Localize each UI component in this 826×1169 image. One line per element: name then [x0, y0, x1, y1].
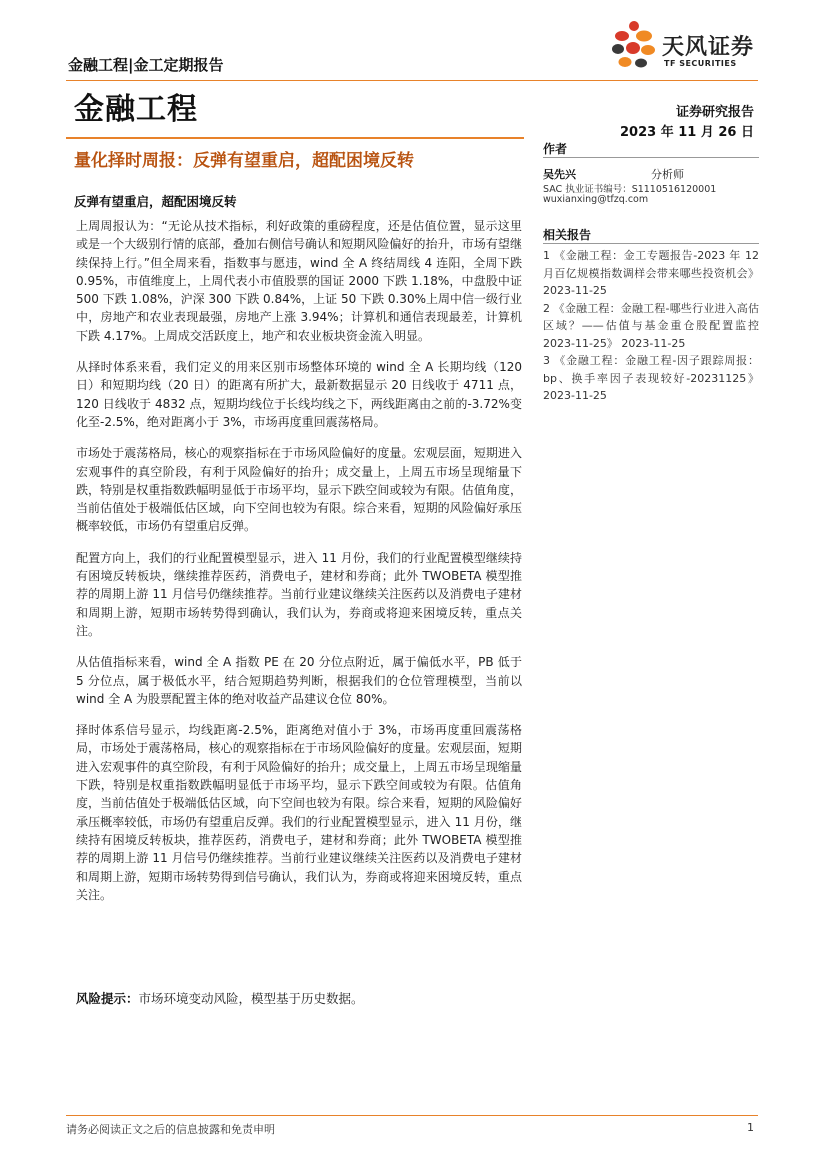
section-title: 金融工程: [74, 92, 198, 127]
paragraph: 择时体系信号显示，均线距离-2.5%，距离绝对值小于 3%，市场再度重回震荡格局，市场处于震荡格局，核心的观察指标在于市场风险偏好的度量。宏观层面，短期进入宏观事件的真空阶段，有利于风险偏好的抬升；成交量上，上周五市场呈现缩量下跌，特别是权重指数跌幅明显低于市场平均，显示下跌空间或较为有限。估值角度，当前估值处于极端低估区域，向下空间也较为有限。综合来看，短期的风险偏好承压概率较低，市场仍有望重启反弹。我们的行业配置模型显示，进入 11 月份，继续持有困境反转板块，推荐医药，消费电子，建材和券商；此外 TWOBETA 模型推荐的周期上游 11 月信号仍继续推荐。当前行业建议继续关注医药以及消费电子建材和周期上游，短期市场转势得到信号确认，我们认为，券商或将迎来困境反转，重点关注。: [76, 723, 522, 902]
related-divider: [543, 243, 759, 244]
related-report[interactable]: 2 《金融工程：金融工程-哪些行业进入高估区域？——估值与基金重仓股配置监控 2023-11-25》 2023-11-25: [543, 301, 759, 350]
summary-heading: 反弹有望重启，超配困境反转: [74, 194, 237, 209]
title-divider: [66, 137, 524, 139]
author-heading: 作者: [543, 142, 568, 156]
footer-disclaimer: 请务必阅读正文之后的信息披露和免责申明: [66, 1123, 275, 1136]
report-category: 金融工程|金工定期报告: [68, 56, 224, 74]
page-number: 1: [747, 1121, 754, 1134]
main-body: [76, 217, 526, 917]
logo-mark-icon: [608, 18, 660, 74]
related-heading: 相关报告: [543, 228, 592, 242]
paragraph: 从择时体系来看，我们定义的用来区别市场整体环境的 wind 全 A 长期均线（120 日）和短期均线（20 日）的距离有所扩大，最新数据显示 20 日线收于 4711 点，120 日线收于 4832 点，短期均线位于长线均线之下，两线距离由之前的-3.72%变化至-2.5%，绝对距离小于 3%，市场再度重回震荡格局。: [76, 360, 526, 429]
author-row: [543, 166, 684, 182]
risk-label: 风险提示：: [76, 991, 139, 1006]
author-divider: [543, 157, 759, 158]
author-email[interactable]: wuxianxing@tfzq.com: [543, 194, 649, 205]
related-report[interactable]: 1 《金融工程：金工专题报告-2023 年 12 月百亿规模指数调样会带来哪些投资机会》 2023-11-25: [543, 249, 759, 297]
risk-warning: [76, 989, 522, 1007]
footer-divider: [66, 1115, 758, 1116]
paragraph: 配置方向上，我们的行业配置模型显示，进入 11 月份，我们的行业配置模型继续持有困境反转板块，继续推荐医药，消费电子，建材和券商；此外 TWOBETA 模型推荐的周期上游 11 月信号仍继续推荐。当前行业建议继续关注医药以及消费电子建材和周期上游，短期市场转势得到确认，我们认为，券商或将迎来困境反转，重点关注。: [76, 550, 522, 638]
document-title: 量化择时周报：反弹有望重启，超配困境反转: [74, 151, 414, 171]
paragraph: 从估值指标来看，wind 全 A 指数 PE 在 20 分位点附近，属于偏低水平，PB 低于 5 分位点，属于极低水平，结合短期趋势判断，根据我们的仓位管理模型，当前以 wind 全 A 为股票配置主体的绝对收益产品建议仓位 80%。: [76, 655, 526, 706]
header-divider: [66, 80, 758, 81]
risk-text: 市场环境变动风险，模型基于历史数据。: [138, 991, 364, 1006]
paragraph: 上周周报认为：“无论从技术指标，利好政策的重磅程度，还是估值位置，显示这里或是一个大级别行情的底部，叠加右侧信号确认和短期风险偏好的抬升，市场有望继续保持上行。”但全周来看，指数事与愿违，wind 全 A 终结周线 4 连阳，全周下跌 0.95%，市值维度上，上周代表小市值股票的国证 2000 下跌 1.18%，中盘股中证 500 下跌 1.08%，沪深 300 下跌 0.84%，上证 50 下跌 0.30%上周中信一级行业中，房地产和农业表现最强，房地产上涨 3.94%；计算机和通信表现最差，计算机下跌 4.17%。上周成交活跃度上，地产和农业板块资金流入明显。: [76, 219, 526, 343]
paragraph: 市场处于震荡格局，核心的观察指标在于市场风险偏好的度量。宏观层面，短期进入宏观事件的真空阶段，有利于风险偏好的抬升；成交量上，上周五市场呈现缩量下跌，特别是权重指数跌幅明显低于市场平均，显示下跌空间或较为有限。估值角度，当前估值处于极端低估区域，向下空间也较为有限。综合来看，短期的风险偏好承压概率较低，市场仍有望重启反弹。: [76, 446, 522, 534]
author-cert: SAC 执业证书编号：S1110516120001: [543, 184, 717, 195]
report-date: 2023 年 11 月 26 日: [620, 125, 754, 140]
logo-text-cn: 天风证券: [662, 35, 755, 60]
related-list: [543, 247, 759, 405]
author-role: 分析师: [651, 168, 684, 181]
related-report[interactable]: 3 《金融工程：金融工程-因子跟踪周报：bp、换手率因子表现较好-20231125》 2023-11-25: [543, 354, 759, 402]
report-type: 证券研究报告: [675, 105, 754, 120]
logo-text-en: TF SECURITIES: [664, 59, 737, 68]
author-name: 吴先兴: [543, 168, 576, 181]
company-logo: [608, 18, 758, 78]
